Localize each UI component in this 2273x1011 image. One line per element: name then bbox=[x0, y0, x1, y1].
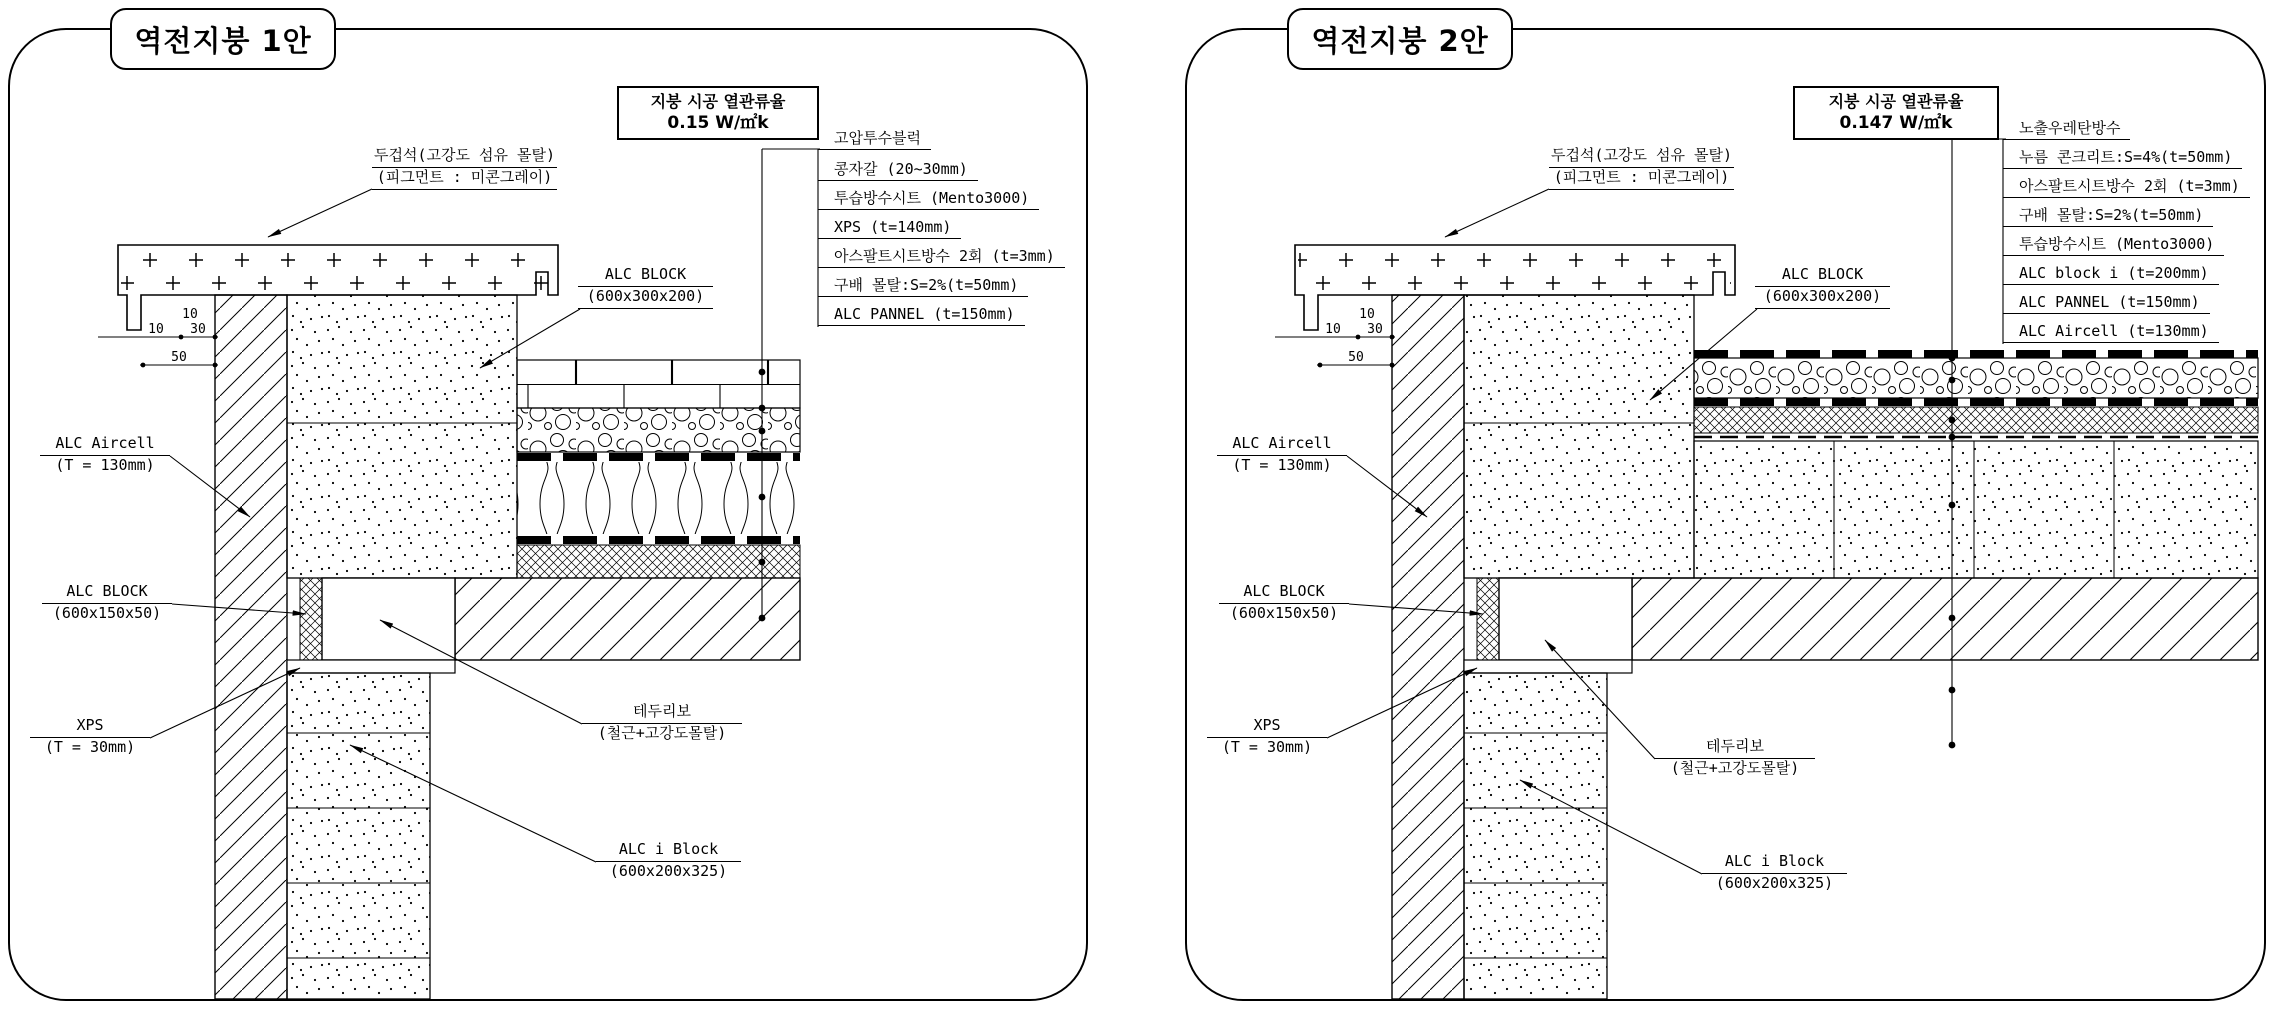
callout-row: 구배 몰탈:S=2%(t=50mm) bbox=[2003, 204, 2213, 227]
label-line2: (철근+고강도몰탈) bbox=[597, 724, 727, 742]
callout-row: ALC block i (t=200mm) bbox=[2003, 262, 2219, 285]
dim-30: 30 bbox=[1367, 322, 1383, 337]
lower-wall-1 bbox=[287, 673, 430, 999]
label-xps-2 bbox=[1207, 716, 1327, 759]
label-line1: ALC BLOCK bbox=[578, 265, 713, 287]
thermal-box-1 bbox=[617, 86, 819, 140]
edge-beam-2 bbox=[1464, 578, 1632, 673]
label-line2: (600x200x325) bbox=[1715, 874, 1834, 892]
label-alc-aircell-1 bbox=[40, 434, 170, 477]
label-xps-1 bbox=[30, 716, 150, 759]
label-line2: (600x150x50) bbox=[1229, 604, 1339, 622]
dim-10-b: 10 bbox=[182, 307, 198, 322]
label-coping-line1: 두겁석(고강도 섬유 몰탈) bbox=[1549, 146, 1734, 168]
label-alc-block-small-1 bbox=[42, 582, 172, 625]
label-line1: 테두리보 bbox=[1655, 737, 1815, 759]
thermal-value-2: 0.147 W/㎡k bbox=[1839, 113, 1953, 133]
edge-beam-1 bbox=[287, 578, 455, 673]
label-line1: ALC i Block bbox=[596, 840, 741, 862]
label-line1: XPS bbox=[30, 716, 150, 738]
thermal-title-1: 지붕 시공 열관류율 bbox=[650, 92, 786, 111]
callout-row: ALC PANNEL (t=150mm) bbox=[818, 303, 1025, 326]
panel1-title bbox=[110, 8, 336, 70]
label-alc-block-big-2 bbox=[1755, 265, 1890, 309]
label-line1: ALC i Block bbox=[1702, 852, 1847, 874]
label-line2: (T = 30mm) bbox=[44, 738, 136, 756]
label-beam-2 bbox=[1655, 737, 1815, 780]
label-line2: (T = 130mm) bbox=[1232, 456, 1332, 474]
label-line1: XPS bbox=[1207, 716, 1327, 738]
label-line1: ALC BLOCK bbox=[42, 582, 172, 604]
label-coping-line2: (피그먼트 : 미콘그레이) bbox=[372, 168, 557, 190]
label-coping-line2: (피그먼트 : 미콘그레이) bbox=[1549, 168, 1734, 190]
label-line1: 테두리보 bbox=[582, 702, 742, 724]
callout-header-1: 고압투수블럭 bbox=[818, 127, 931, 150]
callout-row: 아스팔트시트방수 2회 (t=3mm) bbox=[2003, 175, 2250, 198]
callout-row: 구배 몰탈:S=2%(t=50mm) bbox=[818, 274, 1028, 297]
label-line1: ALC Aircell bbox=[1217, 434, 1347, 456]
panel2-title-text: 역전지붕 2안 bbox=[1311, 23, 1489, 58]
label-line2: (600x150x50) bbox=[52, 604, 162, 622]
dim-10-a: 10 bbox=[148, 322, 164, 337]
label-line2: (600x300x200) bbox=[1755, 287, 1890, 309]
dim-10-b: 10 bbox=[1359, 307, 1375, 322]
callout-row: 아스팔트시트방수 2회 (t=3mm) bbox=[818, 245, 1065, 268]
callout-row: 투습방수시트 (Mento3000) bbox=[2003, 233, 2224, 256]
thermal-value-1: 0.15 W/㎡k bbox=[667, 113, 769, 133]
callout-row: 누름 콘크리트:S=4%(t=50mm) bbox=[2003, 146, 2242, 169]
label-line1: ALC Aircell bbox=[40, 434, 170, 456]
thermal-title-2: 지붕 시공 열관류율 bbox=[1828, 92, 1964, 111]
dimension-lines-2 bbox=[1275, 307, 1395, 367]
callout-row: ALC Aircell (t=130mm) bbox=[2003, 320, 2219, 343]
panel2-title bbox=[1287, 8, 1513, 70]
label-alc-block-big-1 bbox=[578, 265, 713, 309]
thermal-box-2 bbox=[1793, 86, 1999, 140]
label-line2: (T = 130mm) bbox=[55, 456, 155, 474]
label-line1: ALC BLOCK bbox=[1755, 265, 1890, 287]
label-line2: (T = 30mm) bbox=[1221, 738, 1313, 756]
callout-row: XPS (t=140mm) bbox=[818, 216, 961, 239]
dim-10-a: 10 bbox=[1325, 322, 1341, 337]
label-line1: ALC BLOCK bbox=[1219, 582, 1349, 604]
dimension-lines-1 bbox=[98, 307, 218, 367]
label-beam-1 bbox=[582, 702, 742, 745]
dim-30: 30 bbox=[190, 322, 206, 337]
dim-50: 50 bbox=[171, 350, 187, 365]
dim-50: 50 bbox=[1348, 350, 1364, 365]
label-alc-block-small-2 bbox=[1219, 582, 1349, 625]
label-line2: (600x300x200) bbox=[578, 287, 713, 309]
label-coping-2 bbox=[1549, 146, 1734, 190]
callout-row: ALC PANNEL (t=150mm) bbox=[2003, 291, 2210, 314]
lower-wall-2 bbox=[1464, 673, 1607, 999]
label-coping-1 bbox=[372, 146, 557, 190]
callout-row: 콩자갈 (20~30mm) bbox=[818, 158, 978, 181]
label-line2: (철근+고강도몰탈) bbox=[1670, 759, 1800, 777]
callout-header-2: 노출우레탄방수 bbox=[2003, 117, 2130, 140]
label-coping-line1: 두겁석(고강도 섬유 몰탈) bbox=[372, 146, 557, 168]
callout-row: 투습방수시트 (Mento3000) bbox=[818, 187, 1039, 210]
label-alc-i-block-2 bbox=[1702, 852, 1847, 895]
label-alc-i-block-1 bbox=[596, 840, 741, 883]
label-alc-aircell-2 bbox=[1217, 434, 1347, 477]
panel1-title-text: 역전지붕 1안 bbox=[134, 23, 312, 58]
roof-layers-2 bbox=[1632, 354, 2258, 660]
label-line2: (600x200x325) bbox=[609, 862, 728, 880]
